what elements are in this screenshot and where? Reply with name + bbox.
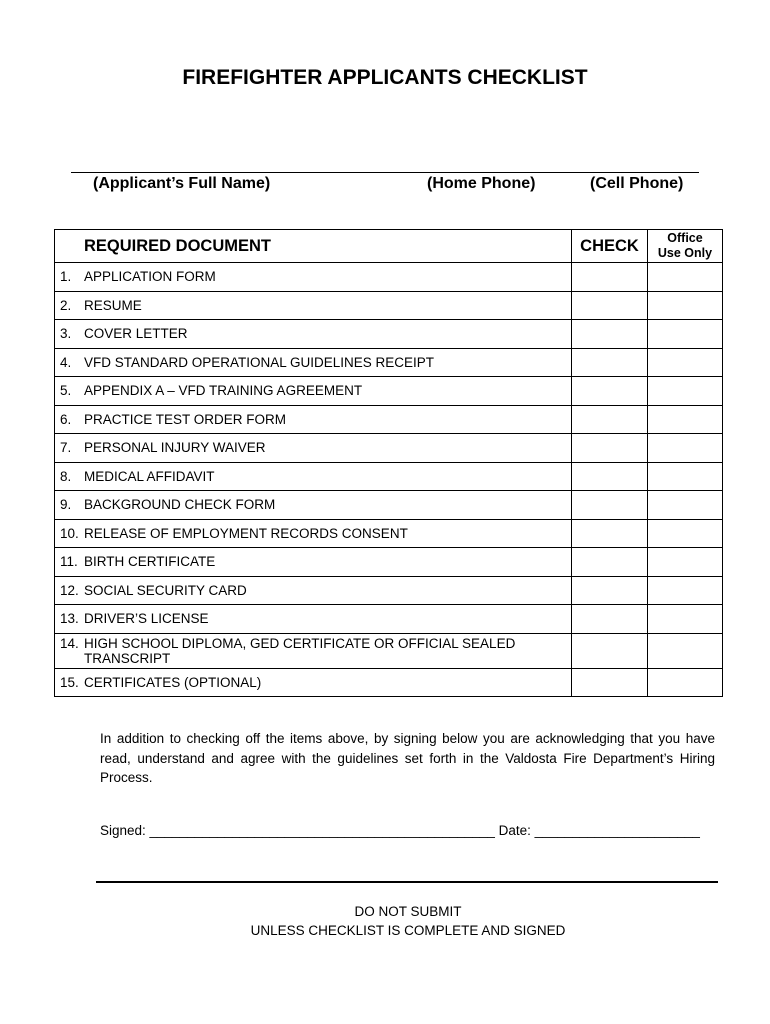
item-number: 7.: [60, 440, 72, 456]
document-item: [55, 633, 572, 668]
full-name-label: (Applicant’s Full Name): [93, 175, 271, 192]
item-number: 8.: [60, 468, 72, 484]
item-number: 12.: [60, 582, 79, 598]
table-row: [55, 576, 723, 605]
check-cell[interactable]: [572, 548, 648, 577]
check-cell[interactable]: [572, 462, 648, 491]
table-row: [55, 405, 723, 434]
document-item: [55, 377, 572, 406]
home-phone-label: (Home Phone): [427, 175, 536, 192]
notice-line-1: DO NOT SUBMIT: [354, 904, 462, 919]
item-label: BACKGROUND CHECK FORM: [84, 497, 276, 513]
document-item: [55, 434, 572, 463]
office-use-cell: [648, 548, 723, 577]
table-row: [55, 434, 723, 463]
item-label: HIGH SCHOOL DIPLOMA, GED CERTIFICATE OR OFFICIAL SEALED TRANSCRIPT: [84, 635, 516, 666]
office-use-cell: [648, 291, 723, 320]
table-row: [55, 320, 723, 349]
check-cell[interactable]: [572, 633, 648, 668]
document-item: [55, 519, 572, 548]
check-cell[interactable]: [572, 377, 648, 406]
check-cell[interactable]: [572, 348, 648, 377]
item-number: 15.: [60, 674, 79, 690]
check-cell[interactable]: [572, 291, 648, 320]
office-use-cell: [648, 320, 723, 349]
table-row: [55, 519, 723, 548]
office-use-cell: [648, 462, 723, 491]
item-label: CERTIFICATES (OPTIONAL): [84, 674, 262, 690]
cell-phone-label: (Cell Phone): [590, 175, 684, 192]
item-number: 3.: [60, 326, 72, 342]
office-use-cell: [648, 434, 723, 463]
table-row: [55, 548, 723, 577]
item-number: 1.: [60, 269, 72, 285]
office-use-header-line1: Office: [667, 231, 703, 245]
table-row: [55, 348, 723, 377]
applicant-info-line[interactable]: [71, 172, 699, 173]
item-label: VFD STANDARD OPERATIONAL GUIDELINES RECEIPT: [84, 354, 435, 370]
document-checklist-table: [54, 229, 723, 697]
acknowledgement-text: In addition to checking off the items above, by signing below you are acknowledging that you have read, understand and agree with the guidelines set forth in the Valdosta Fire Department’s Hiring Process.: [100, 731, 715, 785]
table-row: [55, 263, 723, 292]
table-row: [55, 491, 723, 520]
document-item: [55, 462, 572, 491]
document-item: [55, 576, 572, 605]
document-item: [55, 263, 572, 292]
item-number: 9.: [60, 497, 72, 513]
office-use-header-line2: Use Only: [657, 246, 713, 260]
office-use-cell: [648, 576, 723, 605]
item-label: MEDICAL AFFIDAVIT: [84, 468, 215, 484]
item-number: 2.: [60, 297, 72, 313]
document-item: [55, 405, 572, 434]
check-cell[interactable]: [572, 605, 648, 634]
document-item: [55, 605, 572, 634]
item-label: APPENDIX A – VFD TRAINING AGREEMENT: [84, 383, 363, 399]
item-number: 5.: [60, 383, 72, 399]
office-use-cell: [648, 348, 723, 377]
document-item: [55, 548, 572, 577]
check-cell[interactable]: [572, 491, 648, 520]
document-item: [55, 348, 572, 377]
check-cell[interactable]: [572, 405, 648, 434]
item-label: APPLICATION FORM: [84, 269, 216, 285]
check-header: CHECK: [572, 230, 648, 263]
office-use-cell: [648, 668, 723, 697]
check-cell[interactable]: [572, 263, 648, 292]
item-label: COVER LETTER: [84, 326, 188, 342]
document-item: [55, 491, 572, 520]
item-number: 13.: [60, 611, 79, 627]
office-use-cell: [648, 605, 723, 634]
item-label: SOCIAL SECURITY CARD: [84, 582, 247, 598]
office-use-cell: [648, 633, 723, 668]
item-number: 10.: [60, 525, 79, 541]
office-use-cell: [648, 263, 723, 292]
table-row: [55, 605, 723, 634]
item-number: 14.: [60, 635, 79, 651]
check-cell[interactable]: [572, 434, 648, 463]
table-row: [55, 291, 723, 320]
item-label: RELEASE OF EMPLOYMENT RECORDS CONSENT: [84, 525, 408, 541]
item-label: RESUME: [84, 297, 142, 313]
divider: [96, 881, 718, 883]
table-row: [55, 633, 723, 668]
office-use-cell: [648, 405, 723, 434]
check-cell[interactable]: [572, 668, 648, 697]
table-row: [55, 462, 723, 491]
item-label: PERSONAL INJURY WAIVER: [84, 440, 266, 456]
page-title: FIREFIGHTER APPLICANTS CHECKLIST: [182, 66, 588, 89]
item-label: PRACTICE TEST ORDER FORM: [84, 411, 287, 427]
signature-date-line[interactable]: Signed: ______________________________________________ Date: ______________________: [100, 823, 700, 838]
check-cell[interactable]: [572, 320, 648, 349]
office-use-header: [648, 230, 723, 263]
table-row: [55, 668, 723, 697]
document-item: [55, 320, 572, 349]
office-use-cell: [648, 491, 723, 520]
table-header-row: [55, 230, 723, 263]
office-use-cell: [648, 519, 723, 548]
notice-line-2: UNLESS CHECKLIST IS COMPLETE AND SIGNED: [250, 923, 566, 938]
required-document-header: REQUIRED DOCUMENT: [55, 230, 572, 263]
item-number: 4.: [60, 354, 72, 370]
office-use-cell: [648, 377, 723, 406]
document-item: [55, 291, 572, 320]
table-row: [55, 377, 723, 406]
submission-notice: [0, 902, 770, 940]
item-number: 6.: [60, 411, 72, 427]
item-label: BIRTH CERTIFICATE: [84, 554, 216, 570]
item-label: DRIVER’S LICENSE: [84, 611, 209, 627]
check-cell[interactable]: [572, 576, 648, 605]
item-number: 11.: [60, 554, 78, 570]
document-item: [55, 668, 572, 697]
check-cell[interactable]: [572, 519, 648, 548]
